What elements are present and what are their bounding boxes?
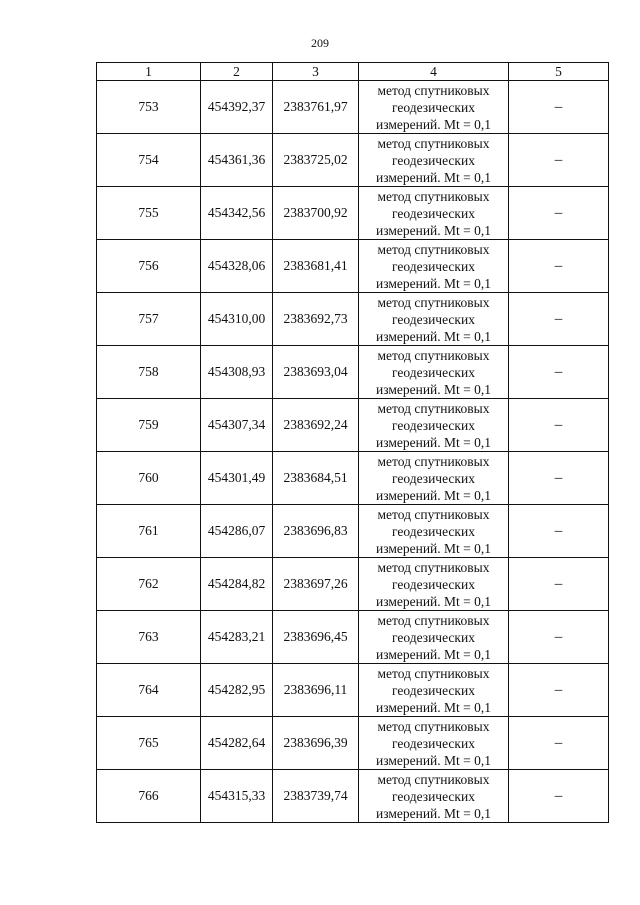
method-text-line: метод спутниковых — [377, 82, 490, 98]
x-coordinate-cell: 454315,33 — [201, 770, 273, 823]
x-coordinate-cell: 454361,36 — [201, 134, 273, 187]
method-text-line: метод спутниковых — [377, 294, 490, 310]
table-row — [97, 399, 609, 452]
method-text-line: измерений. Mt = 0,1 — [375, 169, 492, 185]
method-text-line: геодезических — [392, 523, 475, 539]
x-coordinate-cell: 454282,95 — [201, 664, 273, 717]
column-header-5: 5 — [509, 63, 609, 81]
method-text-line: метод спутниковых — [377, 347, 490, 363]
method-cell — [359, 611, 509, 664]
method-text-line: геодезических — [392, 735, 475, 751]
x-coordinate-cell: 454284,82 — [201, 558, 273, 611]
method-cell — [359, 81, 509, 134]
method-text-line: геодезических — [392, 629, 475, 645]
note-cell: – — [509, 346, 609, 399]
method-text-line: измерений. Mt = 0,1 — [375, 275, 492, 291]
method-cell — [359, 187, 509, 240]
method-cell — [359, 505, 509, 558]
method-text-line: метод спутниковых — [377, 241, 490, 257]
method-text-line: геодезических — [392, 99, 475, 115]
note-cell: – — [509, 293, 609, 346]
note-cell: – — [509, 240, 609, 293]
method-text-line: измерений. Mt = 0,1 — [375, 381, 492, 397]
note-cell: – — [509, 664, 609, 717]
x-coordinate-cell: 454310,00 — [201, 293, 273, 346]
point-number-cell: 753 — [97, 81, 201, 134]
table-row — [97, 452, 609, 505]
method-cell — [359, 770, 509, 823]
table-row — [97, 240, 609, 293]
point-number-cell: 760 — [97, 452, 201, 505]
note-cell: – — [509, 505, 609, 558]
column-header-1: 1 — [97, 63, 201, 81]
method-cell — [359, 240, 509, 293]
coordinates-table — [96, 62, 609, 823]
method-cell — [359, 558, 509, 611]
x-coordinate-cell: 454301,49 — [201, 452, 273, 505]
table-row — [97, 664, 609, 717]
method-text-line: геодезических — [392, 152, 475, 168]
note-cell: – — [509, 452, 609, 505]
point-number-cell: 761 — [97, 505, 201, 558]
method-text-line: метод спутниковых — [377, 718, 490, 734]
method-text-line: геодезических — [392, 682, 475, 698]
method-text-line: измерений. Mt = 0,1 — [375, 646, 492, 662]
method-cell — [359, 399, 509, 452]
method-text-line: геодезических — [392, 417, 475, 433]
method-text-line: измерений. Mt = 0,1 — [375, 116, 492, 132]
method-text-line: геодезических — [392, 788, 475, 804]
method-text-line: метод спутниковых — [377, 453, 490, 469]
method-cell — [359, 346, 509, 399]
page-number: 209 — [311, 36, 329, 50]
method-text-line: геодезических — [392, 364, 475, 380]
column-header-4: 4 — [359, 63, 509, 81]
table-row — [97, 717, 609, 770]
y-coordinate-cell: 2383761,97 — [273, 81, 359, 134]
method-text-line: измерений. Mt = 0,1 — [375, 328, 492, 344]
method-text-line: метод спутниковых — [377, 665, 490, 681]
method-text-line: геодезических — [392, 576, 475, 592]
table-row — [97, 81, 609, 134]
y-coordinate-cell: 2383700,92 — [273, 187, 359, 240]
table-row — [97, 611, 609, 664]
note-cell: – — [509, 611, 609, 664]
note-cell: – — [509, 81, 609, 134]
method-text-line: измерений. Mt = 0,1 — [375, 434, 492, 450]
table-row — [97, 187, 609, 240]
method-text-line: метод спутниковых — [377, 188, 490, 204]
method-text-line: метод спутниковых — [377, 771, 490, 787]
y-coordinate-cell: 2383692,73 — [273, 293, 359, 346]
method-cell — [359, 664, 509, 717]
note-cell: – — [509, 399, 609, 452]
method-text-line: геодезических — [392, 311, 475, 327]
method-text-line: измерений. Mt = 0,1 — [375, 487, 492, 503]
note-cell: – — [509, 134, 609, 187]
y-coordinate-cell: 2383693,04 — [273, 346, 359, 399]
x-coordinate-cell: 454307,34 — [201, 399, 273, 452]
note-cell: – — [509, 717, 609, 770]
method-text-line: измерений. Mt = 0,1 — [375, 752, 492, 768]
x-coordinate-cell: 454286,07 — [201, 505, 273, 558]
point-number-cell: 758 — [97, 346, 201, 399]
method-text-line: геодезических — [392, 258, 475, 274]
y-coordinate-cell: 2383697,26 — [273, 558, 359, 611]
method-text-line: метод спутниковых — [377, 506, 490, 522]
table-row — [97, 346, 609, 399]
point-number-cell: 766 — [97, 770, 201, 823]
point-number-cell: 756 — [97, 240, 201, 293]
method-text-line: измерений. Mt = 0,1 — [375, 540, 492, 556]
method-text-line: метод спутниковых — [377, 135, 490, 151]
x-coordinate-cell: 454328,06 — [201, 240, 273, 293]
table-row — [97, 770, 609, 823]
method-cell — [359, 293, 509, 346]
y-coordinate-cell: 2383684,51 — [273, 452, 359, 505]
point-number-cell: 763 — [97, 611, 201, 664]
note-cell: – — [509, 770, 609, 823]
y-coordinate-cell: 2383696,11 — [273, 664, 359, 717]
method-text-line: измерений. Mt = 0,1 — [375, 222, 492, 238]
y-coordinate-cell: 2383739,74 — [273, 770, 359, 823]
y-coordinate-cell: 2383692,24 — [273, 399, 359, 452]
point-number-cell: 764 — [97, 664, 201, 717]
table-header-row — [97, 63, 609, 81]
y-coordinate-cell: 2383725,02 — [273, 134, 359, 187]
column-header-3: 3 — [273, 63, 359, 81]
y-coordinate-cell: 2383696,39 — [273, 717, 359, 770]
table-row — [97, 134, 609, 187]
table-body — [97, 81, 609, 823]
method-text-line: геодезических — [392, 470, 475, 486]
y-coordinate-cell: 2383696,83 — [273, 505, 359, 558]
point-number-cell: 765 — [97, 717, 201, 770]
method-cell — [359, 717, 509, 770]
note-cell: – — [509, 187, 609, 240]
point-number-cell: 762 — [97, 558, 201, 611]
table-row — [97, 505, 609, 558]
y-coordinate-cell: 2383681,41 — [273, 240, 359, 293]
y-coordinate-cell: 2383696,45 — [273, 611, 359, 664]
method-text-line: метод спутниковых — [377, 400, 490, 416]
x-coordinate-cell: 454308,93 — [201, 346, 273, 399]
table-row — [97, 558, 609, 611]
method-text-line: измерений. Mt = 0,1 — [375, 699, 492, 715]
x-coordinate-cell: 454283,21 — [201, 611, 273, 664]
x-coordinate-cell: 454342,56 — [201, 187, 273, 240]
x-coordinate-cell: 454392,37 — [201, 81, 273, 134]
point-number-cell: 759 — [97, 399, 201, 452]
method-text-line: метод спутниковых — [377, 612, 490, 628]
method-text-line: измерений. Mt = 0,1 — [375, 805, 492, 821]
point-number-cell: 755 — [97, 187, 201, 240]
note-cell: – — [509, 558, 609, 611]
method-cell — [359, 134, 509, 187]
method-text-line: измерений. Mt = 0,1 — [375, 593, 492, 609]
point-number-cell: 754 — [97, 134, 201, 187]
column-header-2: 2 — [201, 63, 273, 81]
point-number-cell: 757 — [97, 293, 201, 346]
x-coordinate-cell: 454282,64 — [201, 717, 273, 770]
method-text-line: метод спутниковых — [377, 559, 490, 575]
method-text-line: геодезических — [392, 205, 475, 221]
table-row — [97, 293, 609, 346]
method-cell — [359, 452, 509, 505]
